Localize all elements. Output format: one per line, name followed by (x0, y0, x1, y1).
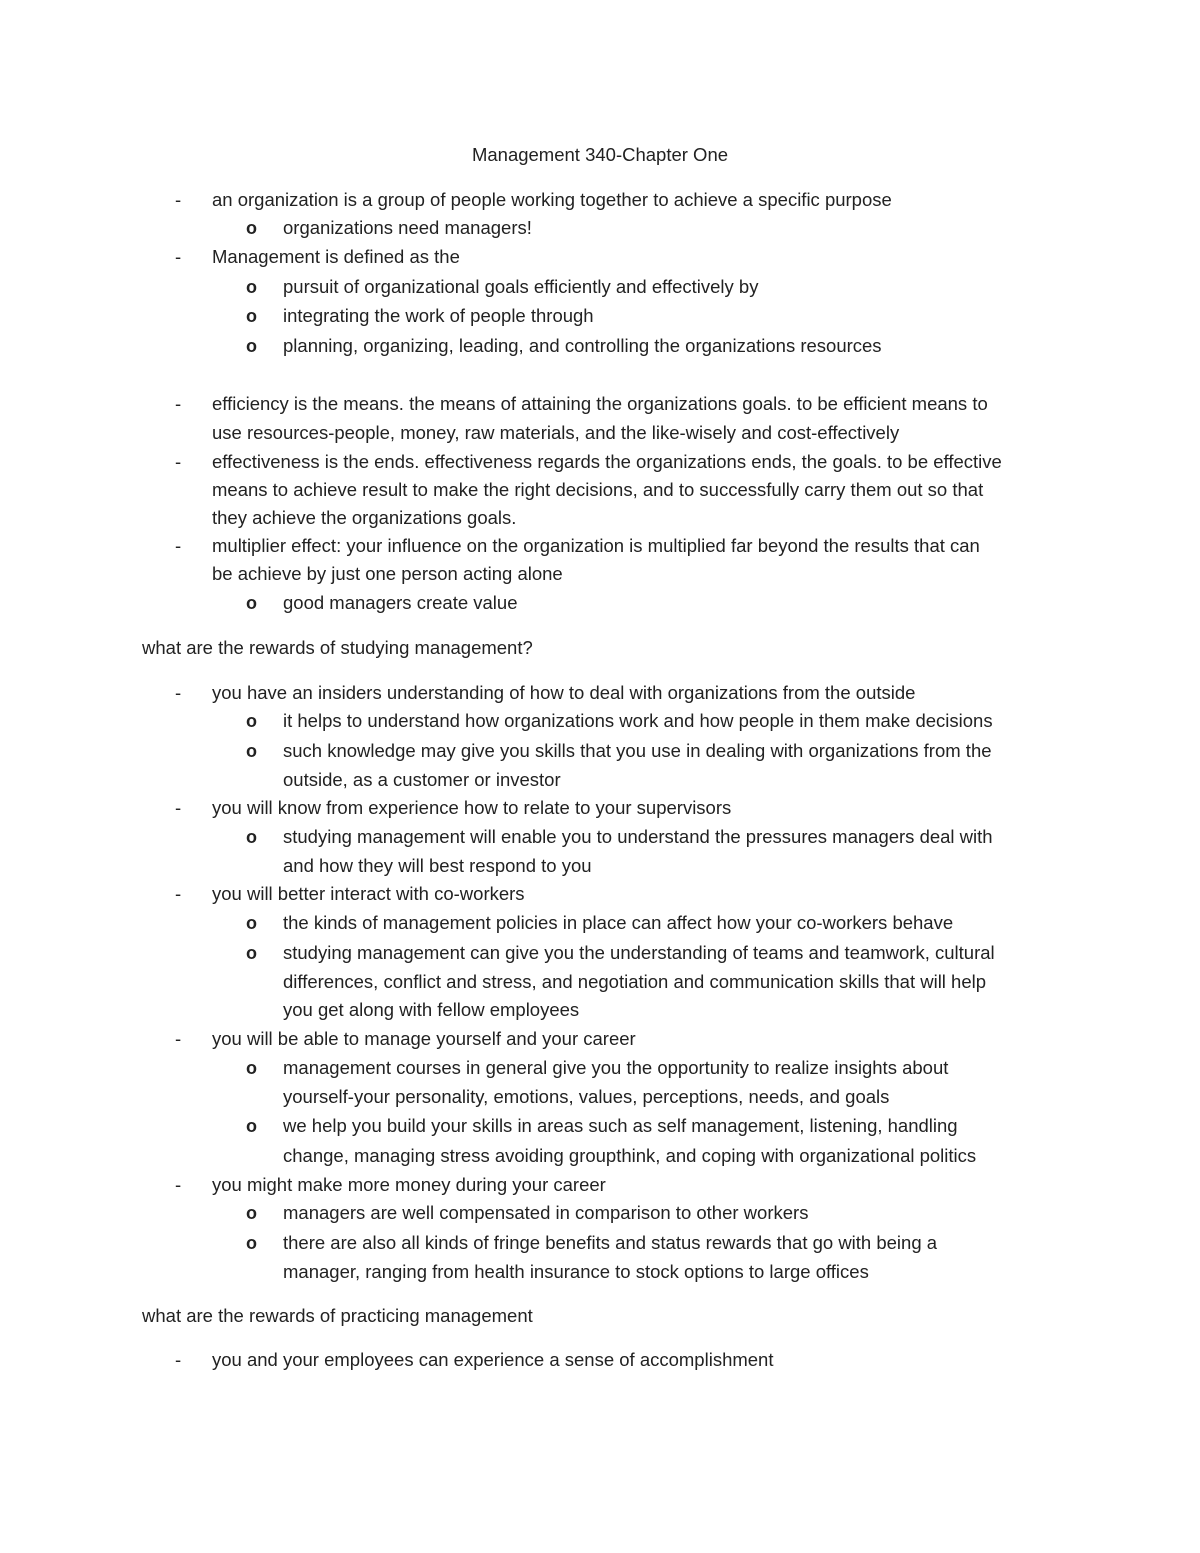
circle-bullet: o (246, 741, 257, 761)
text-line: and how they will best respond to you (283, 855, 592, 876)
dash-bullet: - (175, 682, 182, 703)
text-line: they achieve the organizations goals. (212, 507, 517, 528)
text-line: good managers create value (283, 592, 518, 613)
text-line: multiplier effect: your influence on the organization is multiplied far beyond the results that can (212, 535, 980, 556)
section-heading: what are the rewards of practicing management (142, 1305, 533, 1326)
text-line: management courses in general give you the opportunity to realize insights about (283, 1057, 949, 1078)
text-line: we help you build your skills in areas such as self management, listening, handling (283, 1115, 958, 1136)
text-line: manager, ranging from health insurance to stock options to large offices (283, 1261, 869, 1282)
dash-bullet: - (175, 246, 182, 267)
text-line: means to achieve result to make the right decisions, and to successfully carry them out so that (212, 479, 984, 500)
text-line: studying management can give you the understanding of teams and teamwork, cultural (283, 942, 995, 963)
circle-bullet: o (246, 1116, 257, 1136)
text-line: studying management will enable you to understand the pressures managers deal with (283, 826, 993, 847)
text-line: use resources-people, money, raw materials, and the like-wisely and cost-effectively (212, 422, 900, 443)
text-line: you will know from experience how to relate to your supervisors (212, 797, 732, 818)
text-line: an organization is a group of people working together to achieve a specific purpose (212, 189, 892, 210)
circle-bullet: o (246, 593, 257, 613)
dash-bullet: - (175, 1028, 182, 1049)
text-line: efficiency is the means. the means of attaining the organizations goals. to be efficient means to (212, 393, 988, 414)
text-line: managers are well compensated in comparison to other workers (283, 1202, 809, 1223)
text-line: effectiveness is the ends. effectiveness regards the organizations ends, the goals. to be effective (212, 451, 1002, 472)
text-line: outside, as a customer or investor (283, 769, 561, 790)
dash-bullet: - (175, 883, 182, 904)
text-line: differences, conflict and stress, and negotiation and communication skills that will help (283, 971, 987, 992)
dash-bullet: - (175, 1174, 182, 1195)
circle-bullet: o (246, 306, 257, 326)
dash-bullet: - (175, 797, 182, 818)
text-line: Management is defined as the (212, 246, 460, 267)
text-line: planning, organizing, leading, and controlling the organizations resources (283, 335, 882, 356)
text-line: you have an insiders understanding of how to deal with organizations from the outside (212, 682, 916, 703)
dash-bullet: - (175, 535, 182, 556)
circle-bullet: o (246, 336, 257, 356)
page-title: Management 340-Chapter One (471, 144, 729, 165)
text-line: you might make more money during your career (212, 1174, 606, 1195)
text-line: you will be able to manage yourself and your career (212, 1028, 636, 1049)
circle-bullet: o (246, 1058, 257, 1078)
circle-bullet: o (246, 218, 257, 238)
dash-bullet: - (175, 1349, 182, 1370)
text-line: yourself-your personality, emotions, values, perceptions, needs, and goals (283, 1086, 890, 1107)
text-line: integrating the work of people through (283, 305, 594, 326)
circle-bullet: o (246, 943, 257, 963)
circle-bullet: o (246, 277, 257, 297)
text-line: the kinds of management policies in place can affect how your co-workers behave (283, 912, 954, 933)
text-line: change, managing stress avoiding groupthink, and coping with organizational politics (283, 1145, 977, 1166)
circle-bullet: o (246, 1203, 257, 1223)
circle-bullet: o (246, 827, 257, 847)
text-line: be achieve by just one person acting alone (212, 563, 563, 584)
text-line: it helps to understand how organizations work and how people in them make decisions (283, 710, 993, 731)
text-line: organizations need managers! (283, 217, 532, 238)
circle-bullet: o (246, 913, 257, 933)
section-heading: what are the rewards of studying management? (142, 637, 533, 658)
text-line: pursuit of organizational goals efficiently and effectively by (283, 276, 759, 297)
dash-bullet: - (175, 189, 182, 210)
text-line: you and your employees can experience a sense of accomplishment (212, 1349, 774, 1370)
text-line: you will better interact with co-workers (212, 883, 525, 904)
circle-bullet: o (246, 711, 257, 731)
dash-bullet: - (175, 393, 182, 414)
circle-bullet: o (246, 1233, 257, 1253)
dash-bullet: - (175, 451, 182, 472)
text-line: you get along with fellow employees (283, 999, 580, 1020)
text-line: there are also all kinds of fringe benefits and status rewards that go with being a (283, 1232, 938, 1253)
text-line: such knowledge may give you skills that you use in dealing with organizations from the (283, 740, 992, 761)
